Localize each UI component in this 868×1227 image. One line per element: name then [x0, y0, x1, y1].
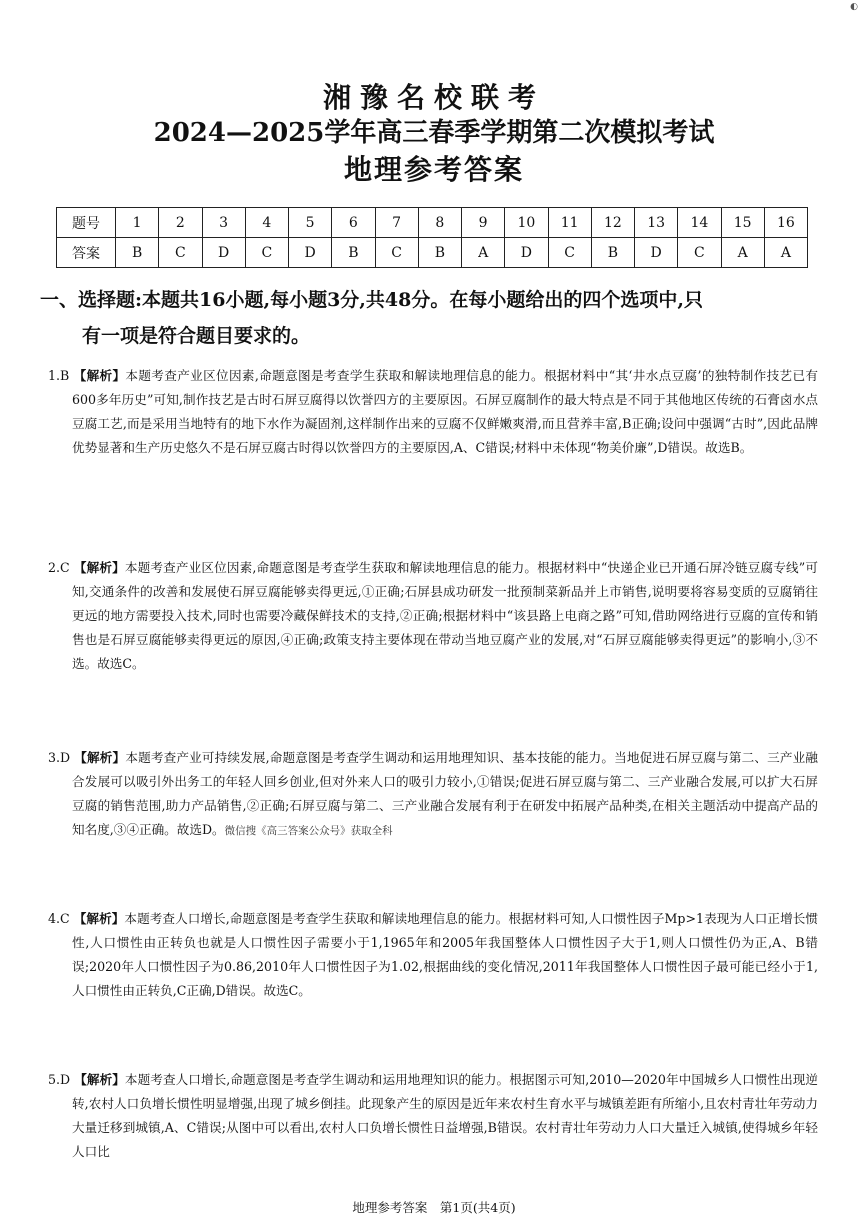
question-number-cell: 11 [548, 208, 591, 238]
question-number-cell: 3 [202, 208, 245, 238]
question-number-cell: 1 [116, 208, 159, 238]
question-number-cell: 4 [245, 208, 288, 238]
answer-cell: C [375, 238, 418, 268]
question-number-cell: 6 [332, 208, 375, 238]
question-number-cell: 2 [159, 208, 202, 238]
answer-table-number-row [57, 208, 808, 238]
question-number-cell: 5 [289, 208, 332, 238]
row-label-number: 题号 [57, 208, 116, 238]
answer-cell: D [635, 238, 678, 268]
explanation-text: 本题考查人口增长,命题意图是考查学生调动和运用地理知识的能力。根据图示可知,2010—2020年中国城乡人口惯性出现逆转,农村人口负增长惯性明显增强,出现了城乡倒挂。此现象产生的原因是近年来农村生育水平与城镇差距有所缩小,且农村青壮年劳动力大量迁移到城镇,A、C错误;从图中可以看出,农村人口负增长惯性日益增强,B错误。农村青壮年劳动力人口大量迁入城镇,使得城乡年轻人口比 [72, 1072, 819, 1159]
question-number: 4.C [48, 911, 70, 926]
explanation-text: 本题考查产业区位因素,命题意图是考查学生获取和解读地理信息的能力。根据材料中“其‘井水点豆腐’的独特制作技艺已有600多年历史”可知,制作技艺是古时石屏豆腐得以饮誉四方的主要原因。石屏豆腐制作的最大特点是不同于其他地区传统的石膏卤水点豆腐工艺,而是采用当地特有的地下水作为凝固剂,这样制作出来的豆腐不仅鲜嫩爽滑,而且营养丰富,B正确;设问中强调“古时”,因此品牌优势显著和生产历史悠久不是石屏豆腐古时得以饮誉四方的主要原因,A、C错误;材料中未体现“物美价廉”,D错误。故选B。 [72, 368, 818, 455]
question-number: 1.B [48, 368, 70, 383]
corner-mark: ◐ [850, 2, 858, 12]
explanation-text: 本题考查产业区位因素,命题意图是考查学生获取和解读地理信息的能力。根据材料中“快递企业已开通石屏冷链豆腐专线”可知,交通条件的改善和发展使石屏豆腐能够卖得更远,①正确;石屏县成功研发一批预制菜新品并上市销售,说明要将容易变质的豆腐销往更远的地方需要投入技术,同时也需要冷藏保鲜技术的支持,②正确;根据材料中“该县路上电商之路”可知,借助网络进行豆腐的宣传和销售也是石屏豆腐能够卖得更远的原因,④正确;政策支持主要体现在带动当地豆腐产业的发展,对“石屏豆腐能够卖得更远”的影响小,③不选。故选C。 [72, 560, 818, 671]
analysis-tag: 【解析】 [74, 750, 126, 765]
answer-cell: B [332, 238, 375, 268]
title-block [0, 82, 868, 188]
answer-cell: D [202, 238, 245, 268]
section-heading-line-1: 一、选择题:本题共16小题,每小题3分,共48分。在每小题给出的四个选项中,只 [40, 289, 703, 311]
title-line-1: 湘豫名校联考 [322, 81, 545, 114]
wechat-note: 微信搜《高三答案公众号》获取全科 [224, 825, 393, 837]
analysis-tag: 【解析】 [73, 368, 126, 383]
answer-table [56, 207, 808, 268]
question-explanation-3 [48, 746, 818, 843]
row-label-answer: 答案 [57, 238, 116, 268]
page-footer: 地理参考答案 第1页(共4页) [352, 1200, 516, 1215]
section-heading [40, 282, 830, 354]
explanation-text: 本题考查人口增长,命题意图是考查学生获取和解读地理信息的能力。根据材料可知,人口惯性因子Mp>1表现为人口正增长惯性,人口惯性由正转负也就是人口惯性因子需要小于1,1965年和2005年我国整体人口惯性因子大于1,则人口惯性仍为正,A、B错误;2020年人口惯性因子为0.86,2010年人口惯性因子为1.02,根据曲线的变化情况,2011年我国整体人口惯性因子最可能已经小于1,人口惯性由正转负,C正确,D错误。故选C。 [72, 911, 818, 998]
analysis-tag: 【解析】 [74, 1072, 125, 1087]
question-number-cell: 10 [505, 208, 548, 238]
question-number: 5.D [48, 1072, 71, 1087]
analysis-tag: 【解析】 [73, 911, 125, 926]
question-number: 2.C [48, 560, 70, 575]
answer-cell: B [116, 238, 159, 268]
question-explanation-4 [48, 907, 818, 1003]
answer-cell: C [548, 238, 591, 268]
question-number-cell: 16 [764, 208, 807, 238]
answer-cell: D [289, 238, 332, 268]
question-number-cell: 12 [591, 208, 634, 238]
question-number-cell: 13 [635, 208, 678, 238]
answer-cell: B [591, 238, 634, 268]
analysis-tag: 【解析】 [73, 560, 125, 575]
answer-table-answer-row [57, 238, 808, 268]
answer-cell: C [678, 238, 721, 268]
answer-cell: C [245, 238, 288, 268]
answer-cell: A [764, 238, 807, 268]
question-number-cell: 7 [375, 208, 418, 238]
question-number-cell: 15 [721, 208, 764, 238]
title-line-3: 地理参考答案 [343, 153, 524, 186]
question-explanation-1 [48, 364, 818, 460]
answer-cell: A [462, 238, 505, 268]
answer-cell: C [159, 238, 202, 268]
question-number-cell: 9 [462, 208, 505, 238]
question-explanation-2 [48, 556, 818, 676]
answer-cell: D [505, 238, 548, 268]
section-heading-line-2: 有一项是符合题目要求的。 [82, 325, 311, 347]
answer-cell: B [418, 238, 461, 268]
question-number-cell: 14 [678, 208, 721, 238]
question-number-cell: 8 [418, 208, 461, 238]
question-number: 3.D [48, 750, 71, 765]
answer-cell: A [721, 238, 764, 268]
question-explanation-5 [48, 1068, 818, 1164]
explanation-text: 本题考查产业可持续发展,命题意图是考查学生调动和运用地理知识、基本技能的能力。当地促进石屏豆腐与第二、三产业融合发展可以吸引外出务工的年轻人回乡创业,但对外来人口的吸引力较小,①错误;促进石屏豆腐与第二、三产业融合发展,可以扩大石屏豆腐的销售范围,助力产品销售,②正确;石屏豆腐与第二、三产业融合发展有利于在研发中拓展产品种类,在相关主题活动中提高产品的知名度,③④正确。故选D。 [72, 750, 818, 837]
title-line-2: 2024—2025学年高三春季学期第二次模拟考试 [153, 118, 715, 148]
